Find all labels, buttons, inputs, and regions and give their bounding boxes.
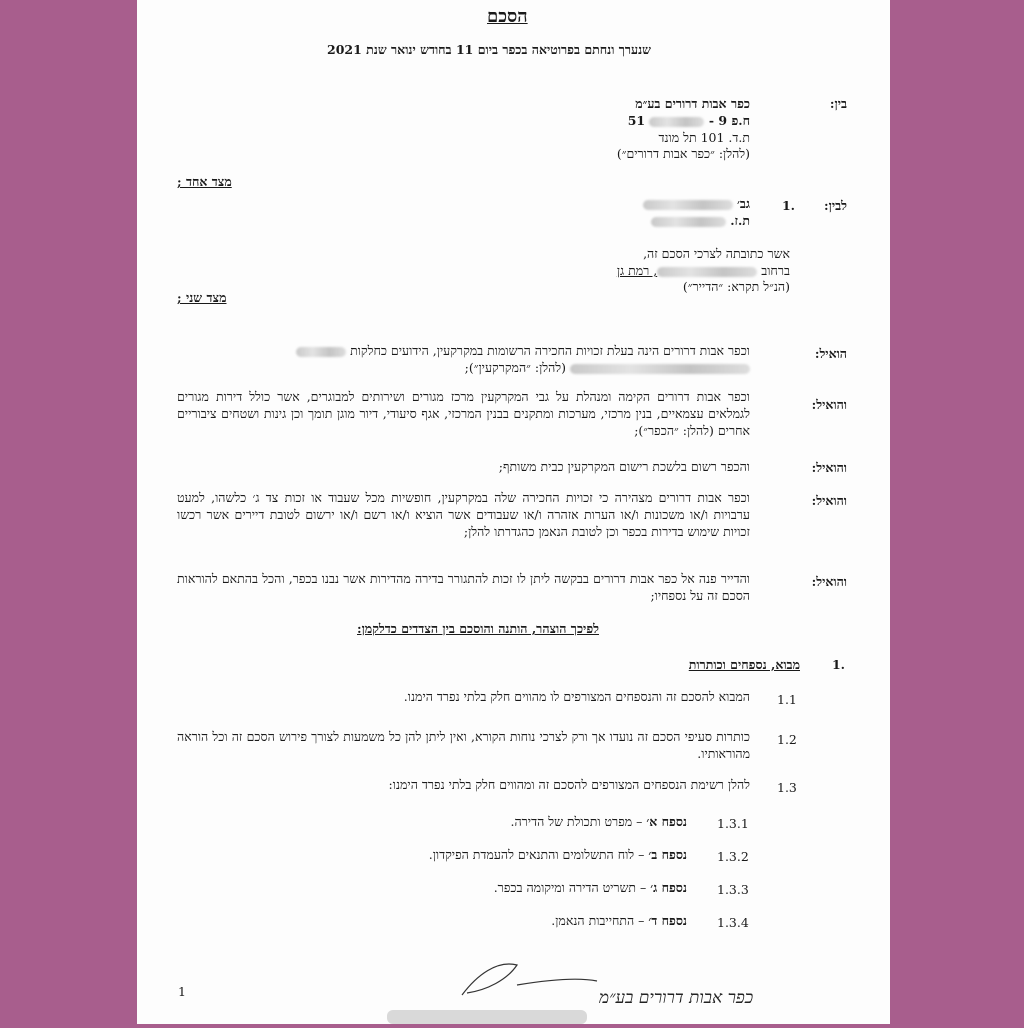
recital-label: והואיל:: [811, 460, 847, 475]
item-text: כותרות סעיפי הסכם זה נועדו אך ורק לצרכי נוחות הקורא, ואין ליתן להן כל משמעות לצורך פירוש הסכם זה וכל הוראה מהוראותיו.: [177, 729, 750, 761]
party1-company-no: ח.פ 9 - 51: [627, 113, 750, 128]
document-title: הסכם: [487, 6, 528, 27]
section-title: מבוא, נספחים וכותרות: [688, 657, 800, 672]
signature-icon: [367, 955, 754, 1024]
party1-name: כפר אבות דרורים בע״מ: [635, 96, 750, 111]
recital-text: וכפר אבות דרורים מצהירה כי זכויות החכירה שלה במקרקעין, חופשיות מכל שעבוד או זכות צד ג׳ כלשהו, למעט ערבויות ו/או משכונות ו/או הערות אזהרה ו/או שעבודים אשר הוציא ו/או רשם ו/או ירשום לטובת דיירים אשר רכשו זכויות שימוש בדירות בכפר וכן לטובת הנאמן כהגדרתו להלן;: [177, 490, 750, 539]
party2-side: מצד שני ;: [177, 290, 227, 305]
party1-po-box: ת.ד. 101 תל מונד: [658, 130, 750, 145]
section-number: 1.: [831, 657, 845, 672]
recital-text: וכפר אבות דרורים הקימה ומנהלת על גבי המקרקעין מרכז מגורים ושירותים למבוגרים, אשר כולל דירות מגורים לגמלאים עצמאיים, בנין מרכזי, מערכות ומתקנים בבנין המרכזי, אגף סיעודי, דיור מוגן תומך וכן גינות ושטחים ציבוריים אחרים (להלן: ״הכפר״);: [177, 389, 750, 438]
party2-street: ברחוב , רמת גן: [616, 263, 790, 278]
annex-number: 1.3.4: [717, 915, 749, 930]
annex-item: נספח ד׳ – התחייבות הנאמן.: [551, 913, 687, 928]
recital-label: והואיל:: [811, 493, 847, 508]
declaration: לפיכך הוצהר, הותנה והוסכם בין הצדדים כדלקמן:: [357, 621, 599, 636]
annex-number: 1.3.2: [717, 849, 749, 864]
redaction: [651, 217, 726, 227]
recital-label: והואיל:: [811, 574, 847, 589]
party2-id: ת.ז.: [651, 213, 750, 229]
redaction: [570, 364, 750, 374]
party2-name: גב׳: [643, 196, 750, 212]
party2-num: 1.: [781, 198, 795, 213]
recital-label: והואיל:: [811, 397, 847, 412]
redaction: [643, 200, 733, 210]
document-page: [137, 0, 890, 1024]
recital-text: וכפר אבות דרורים הינה בעלת זכויות החכירה הרשומות במקרקעין, הידועים כחלקות (להלן: ״המקרקעין״);: [177, 342, 750, 376]
redaction: [296, 347, 346, 357]
annex-number: 1.3.1: [717, 816, 749, 831]
annex-item: נספח ב׳ – לוח התשלומים והתנאים להעמדת הפיקדון.: [428, 847, 687, 862]
item-text: להלן רשימת הנספחים המצורפים להסכם זה ומהווים חלק בלתי נפרד הימנו:: [388, 777, 750, 792]
item-number: 1.1: [777, 692, 797, 707]
company-stamp-signature: [367, 955, 754, 1024]
redaction: [649, 117, 704, 127]
redaction: [657, 267, 757, 277]
party1-hereafter: (להלן: ״כפר אבות דרורים״): [616, 146, 750, 161]
document-subtitle: שנערך ונחתם בפרוטיאה בכפר ביום 11 בחודש ינואר שנת 2021: [327, 42, 652, 57]
item-number: 1.2: [777, 732, 797, 747]
and-between-label: לבין:: [824, 198, 847, 213]
party2-address-line: אשר כתובתה לצרכי הסכם זה,: [643, 246, 790, 261]
item-number: 1.3: [777, 780, 797, 795]
party2-hereafter: (הנ״ל תקרא: ״הדייר״): [682, 279, 790, 294]
page-number: 1: [178, 984, 186, 999]
recital-text: והדייר פנה אל כפר אבות דרורים בבקשה ליתן לו זכות להתגורר בדירה מהדירות אשר נבנו בכפר, והכל בהתאם להוראות הסכם זה על נספחיו;: [177, 571, 750, 603]
party1-side: מצד אחד ;: [177, 174, 232, 189]
item-text: המבוא להסכם זה והנספחים המצורפים לו מהווים חלק בלתי נפרד הימנו.: [403, 689, 750, 704]
recital-text: והכפר רשום בלשכת רישום המקרקעין כבית משותף;: [498, 459, 750, 474]
annex-item: נספח ג׳ – תשריט הדירה ומיקומה בכפר.: [493, 880, 687, 895]
recital-label: הואיל:: [814, 346, 847, 361]
svg-text:כפר אבות דרורים בע״מ: כפר אבות דרורים בע״מ: [599, 988, 754, 1008]
annex-number: 1.3.3: [717, 882, 749, 897]
annex-item: נספח א׳ – מפרט ותכולת של הדירה.: [510, 814, 687, 829]
between-label: בין:: [829, 96, 847, 111]
